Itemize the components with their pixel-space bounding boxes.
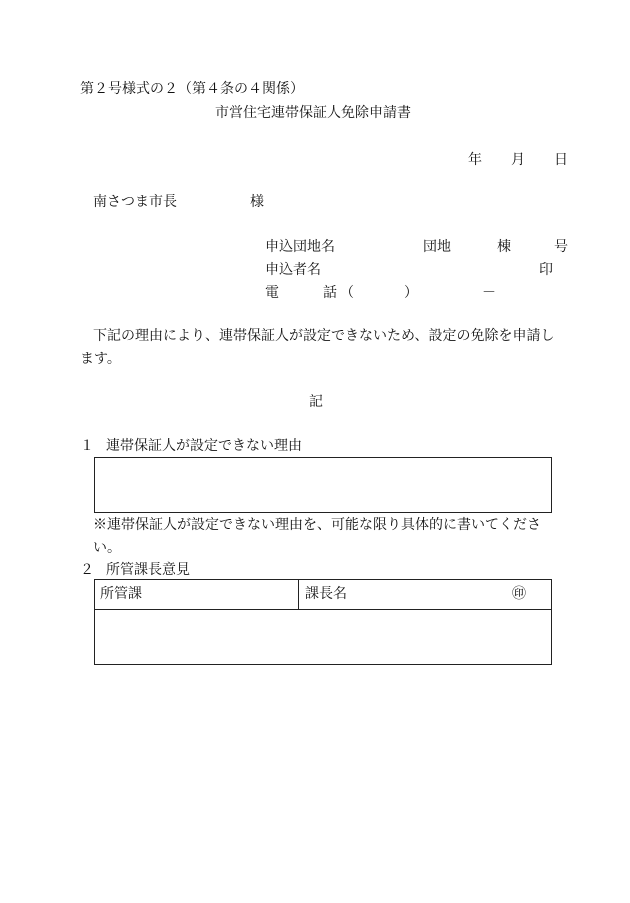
chief-label: 課長名	[305, 586, 347, 602]
phone-label-1: 電	[265, 285, 279, 301]
opinion-table-col-divider	[298, 579, 299, 609]
addressee-honorific: 様	[250, 194, 264, 210]
unit-suffix: 号	[554, 239, 568, 255]
seal-label: 印	[539, 262, 553, 278]
phone-dash: －	[482, 285, 496, 301]
phone-label-2: 話	[323, 285, 337, 301]
ki-heading: 記	[309, 394, 323, 410]
date-day: 日	[554, 152, 568, 168]
body-line-2: ます。	[80, 351, 121, 367]
document-title: 市営住宅連帯保証人免除申請書	[215, 105, 411, 121]
form-number: 第２号様式の２（第４条の４関係）	[80, 81, 304, 97]
reason-input-box[interactable]	[94, 457, 552, 513]
dept-label: 所管課	[100, 586, 142, 602]
section1-note-line-2: い。	[93, 540, 121, 556]
section2-number: ２	[80, 562, 94, 578]
building-suffix: 棟	[497, 239, 511, 255]
complex-suffix: 団地	[423, 239, 451, 255]
body-line-1: 下記の理由により、連帯保証人が設定できないため、設定の免除を申請し	[93, 328, 555, 344]
section1-heading: 連帯保証人が設定できない理由	[106, 438, 302, 454]
section2-heading: 所管課長意見	[106, 562, 190, 578]
complex-label: 申込団地名	[265, 239, 335, 255]
applicant-name-label: 申込者名	[265, 262, 321, 278]
section1-number: １	[80, 438, 94, 454]
addressee-name: 南さつま市長	[93, 194, 177, 210]
section1-note-line-1: ※連帯保証人が設定できない理由を、可能な限り具体的に書いてくださ	[93, 517, 541, 533]
phone-close-paren: ）	[404, 285, 418, 301]
phone-open-paren: （	[340, 285, 354, 301]
date-month: 月	[511, 152, 525, 168]
chief-seal-mark: ㊞	[512, 586, 526, 602]
opinion-input-area[interactable]	[95, 610, 551, 664]
date-year: 年	[468, 152, 482, 168]
